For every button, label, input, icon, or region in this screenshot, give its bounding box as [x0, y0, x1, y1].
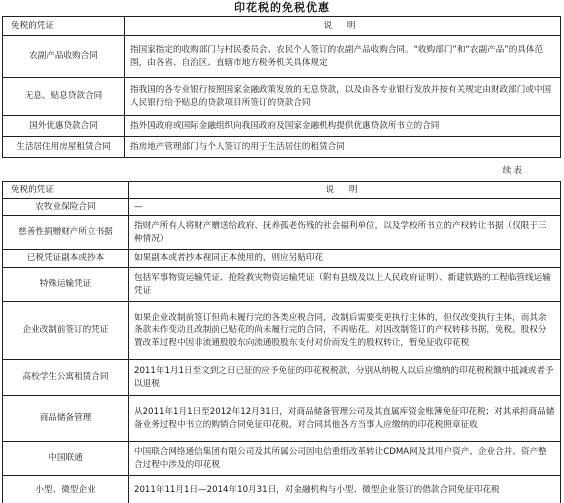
tax-exemption-table-continued — [2, 181, 561, 503]
description-cell: 2011年1月1日至文到之日已征的应予免征的印花税税款，分别从纳税人以后应缴纳的印花税税额中抵减或者予以退税 — [129, 360, 561, 396]
column-header-voucher: 免税的凭证 — [3, 17, 125, 36]
table-row — [3, 250, 561, 268]
description-cell: 指国家指定的收购部门与村民委员会、农民个人签订的农副产品收购合同。“收购部门”和“农副产品”的具体范围，由各省、自治区、直辖市地方税务机关具体规定 — [125, 36, 561, 78]
table-header-row — [3, 182, 561, 199]
voucher-cell: 农牧业保险合同 — [3, 199, 129, 216]
voucher-cell: 生活居住用房屋租赁合同 — [3, 137, 125, 158]
voucher-cell: 无息、贴息贷款合同 — [3, 78, 125, 116]
table-row — [3, 268, 561, 302]
description-cell: 指房地产管理部门与个人签订的用于生活居住的租赁合同 — [125, 137, 561, 158]
voucher-cell: 国外优惠贷款合同 — [3, 116, 125, 137]
table-row — [3, 199, 561, 216]
description-cell: 2011年11月1日—2014年10月31日，对金融机构与小型、微型企业签订的借款合同免征印花税 — [129, 476, 561, 503]
table-row — [3, 116, 561, 137]
table-row — [3, 216, 561, 250]
document-title: 印花税的免税优惠 — [234, 1, 330, 14]
table-row — [3, 442, 561, 476]
column-header-description: 说 明 — [125, 17, 561, 36]
table-row — [3, 360, 561, 396]
voucher-cell: 农副产品收购合同 — [3, 36, 125, 78]
table-row — [3, 396, 561, 442]
table-header-row — [3, 17, 561, 36]
voucher-cell: 企业改制前签订的凭证 — [3, 302, 129, 360]
table-row — [3, 36, 561, 78]
description-cell: 如果副本或者抄本视同正本使用的，则应另贴印花 — [129, 250, 561, 268]
description-cell: 从2011年1月1日至2012年12月31日，对商品储备管理公司及其直属库资金账簿免征印花税；对其承担商品储备业务过程中书立的购销合同免征印花税，对合同其他各方当事人应缴纳的印花税照章征收 — [129, 396, 561, 442]
description-cell: 指我国的各专业银行按照国家金融政策发放的无息贷款，以及由各专业银行发放并按有关规定由财政部门或中国人民银行给予贴息的贷款项目所签订的贷款合同 — [125, 78, 561, 116]
voucher-cell: 商品储备管理 — [3, 396, 129, 442]
description-cell: 中国联合网络通信集团有限公司及其所属公司因电信重组改革转让CDMA网及其用户资产、企业合并、资产整合过程中涉及的印花税 — [129, 442, 561, 476]
voucher-cell: 特殊运输凭证 — [3, 268, 129, 302]
voucher-cell: 慈善性捐赠财产所立书据 — [3, 216, 129, 250]
description-cell: 指财产所有人将财产赠送给政府、抚养孤老伤残的社会福利单位，以及学校所书立的产权转让书据（仅限于三种情况） — [129, 216, 561, 250]
voucher-cell: 高校学生公寓租赁合同 — [3, 360, 129, 396]
table-row — [3, 78, 561, 116]
description-cell: 包括军事物资运输凭证、抢险救灾物资运输凭证（附有县级及以上人民政府证明）、新建铁路的工程临管线运输凭证 — [129, 268, 561, 302]
continued-label: 续表 — [502, 166, 524, 176]
description-cell: 如果企业改制前签订但尚未履行完的各类应税合同，改制后需要变更执行主体的，但仅改变执行主体，而其余条款未作变动且改制前已贴花的尚未履行完的合同，不再贴花。对因改制签订的产权转移书据，免税。股权分置改革过程中因非流通股股东向流通股股东支付对价而发生的股权转让，暂免征收印花税 — [129, 302, 561, 360]
table-row — [3, 476, 561, 503]
tax-exemption-table — [2, 16, 561, 158]
column-header-voucher: 免税的凭证 — [3, 182, 129, 199]
description-cell: — — [129, 199, 561, 216]
table-row — [3, 137, 561, 158]
voucher-cell: 已税凭证副本或抄本 — [3, 250, 129, 268]
table-row — [3, 302, 561, 360]
voucher-cell: 中国联通 — [3, 442, 129, 476]
column-header-description: 说 明 — [129, 182, 561, 199]
description-cell: 指外国政府或国际金融组织向我国政府及国家金融机构提供优惠贷款所书立的合同 — [125, 116, 561, 137]
voucher-cell: 小型、微型企业 — [3, 476, 129, 503]
